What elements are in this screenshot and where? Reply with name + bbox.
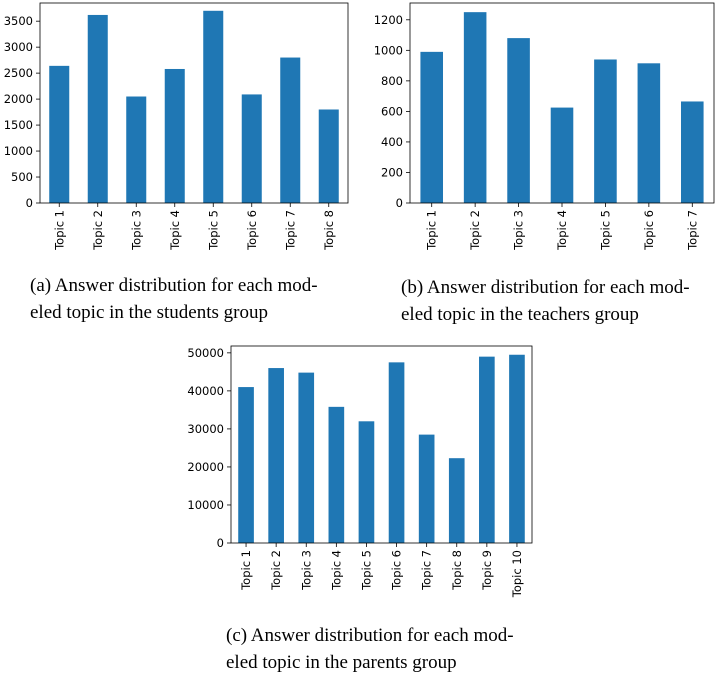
teachers-xtick-label: Topic 5 — [598, 210, 613, 250]
parents-bar-3 — [298, 373, 314, 543]
parents-bar-5 — [359, 421, 375, 543]
students-xtick-label: Topic 6 — [244, 210, 259, 250]
caption-students-line1: (a) Answer distribution for each mod- — [30, 275, 318, 296]
students-bar-7 — [280, 58, 300, 203]
parents-xtick-label: Topic 10 — [509, 550, 524, 598]
teachers-bar-4 — [551, 108, 574, 203]
caption-teachers-line2: eled topic in the teachers group — [401, 304, 639, 325]
teachers-bar-1 — [420, 52, 443, 203]
students-plot-frame — [40, 3, 348, 203]
students-xtick-label: Topic 1 — [52, 210, 67, 250]
students-xtick-label: Topic 3 — [129, 210, 144, 250]
teachers-bar-2 — [464, 12, 487, 203]
parents-bar-1 — [238, 387, 254, 543]
parents-xtick-label: Topic 6 — [389, 550, 404, 590]
teachers-ytick-label: 1000 — [373, 43, 403, 58]
teachers-bar-6 — [638, 63, 661, 203]
parents-bar-9 — [479, 357, 495, 543]
parents-xtick-label: Topic 7 — [419, 550, 434, 590]
parents-bar-10 — [509, 355, 525, 543]
parents-ytick-label: 10000 — [187, 497, 224, 512]
parents-bar-4 — [329, 407, 345, 543]
teachers-bar-7 — [681, 101, 704, 203]
caption-teachers — [401, 274, 690, 328]
caption-parents-line2: eled topic in the parents group — [226, 652, 457, 673]
parents-ytick-label: 30000 — [187, 421, 224, 436]
students-bar-3 — [126, 97, 146, 203]
parents-xtick-label: Topic 8 — [449, 550, 464, 590]
parents-ytick-label: 0 — [216, 536, 224, 550]
parents-xtick-label: Topic 4 — [329, 550, 344, 590]
caption-parents — [226, 622, 514, 676]
parents-ytick-label: 50000 — [187, 345, 224, 360]
parents-xtick-label: Topic 1 — [239, 550, 254, 590]
teachers-ytick-label: 800 — [381, 73, 403, 88]
teachers-xtick-label: Topic 1 — [424, 210, 439, 250]
students-xtick-label: Topic 8 — [321, 210, 336, 250]
parents-xtick-label: Topic 3 — [299, 550, 314, 590]
teachers-bar-3 — [507, 38, 530, 203]
teachers-xtick-label: Topic 6 — [641, 210, 656, 250]
parents-xtick-label: Topic 5 — [359, 550, 374, 590]
students-ytick-label: 1500 — [3, 118, 33, 133]
teachers-xtick-label: Topic 4 — [555, 210, 569, 250]
students-ytick-label: 2000 — [3, 92, 33, 107]
teachers-ytick-label: 0 — [395, 196, 403, 210]
students-xtick-label: Topic 2 — [90, 210, 105, 250]
students-bar-5 — [203, 11, 223, 203]
parents-bar-2 — [268, 368, 284, 543]
students-ytick-label: 3500 — [3, 14, 33, 29]
teachers-ytick-label: 400 — [381, 134, 403, 149]
teachers-xtick-label: Topic 3 — [511, 210, 526, 250]
students-xtick-label: Topic 4 — [167, 210, 182, 250]
parents-xtick-label: Topic 9 — [479, 550, 494, 590]
students-bar-4 — [165, 69, 185, 203]
students-ytick-label: 500 — [11, 170, 33, 185]
caption-students — [30, 272, 318, 326]
parents-bar-7 — [419, 435, 435, 543]
students-ytick-label: 1000 — [3, 144, 33, 159]
students-ytick-label: 3000 — [3, 40, 33, 55]
teachers-bar-5 — [594, 59, 617, 203]
caption-students-line2: eled topic in the students group — [30, 302, 268, 323]
parents-bar-8 — [449, 458, 465, 543]
caption-teachers-line1: (b) Answer distribution for each mod- — [401, 277, 690, 298]
students-xtick-label: Topic 5 — [206, 210, 221, 250]
parents-ytick-label: 20000 — [187, 459, 224, 474]
teachers-ytick-label: 600 — [381, 104, 403, 119]
students-bar-2 — [88, 15, 108, 203]
teachers-ytick-label: 200 — [381, 165, 403, 180]
teachers-xtick-label: Topic 2 — [468, 210, 483, 250]
parents-ytick-label: 40000 — [187, 383, 224, 398]
teachers-ytick-label: 1200 — [373, 12, 403, 27]
students-xtick-label: Topic 7 — [283, 210, 298, 250]
parents-xtick-label: Topic 2 — [269, 550, 284, 590]
parents-bar-6 — [389, 362, 405, 543]
students-ytick-label: 0 — [25, 196, 33, 210]
caption-parents-line1: (c) Answer distribution for each mod- — [226, 625, 514, 646]
students-bar-6 — [242, 94, 262, 203]
teachers-xtick-label: Topic 7 — [685, 210, 700, 250]
students-ytick-label: 2500 — [3, 66, 33, 81]
students-bar-8 — [319, 109, 339, 203]
students-bar-1 — [49, 66, 69, 203]
